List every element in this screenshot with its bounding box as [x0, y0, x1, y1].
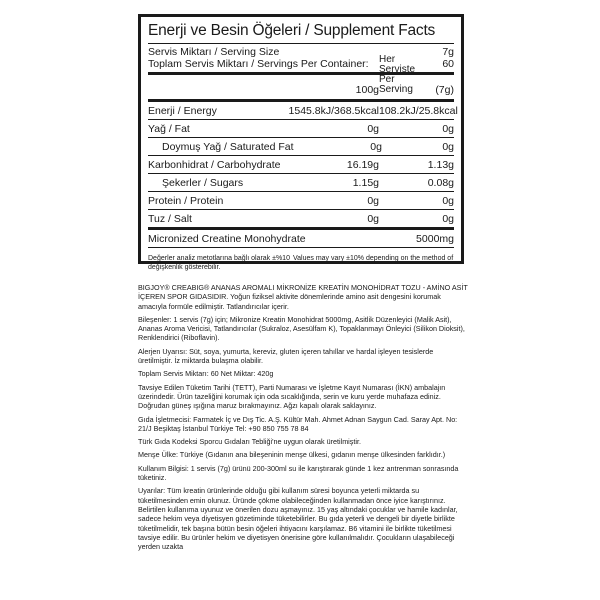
facts-notes: [148, 254, 454, 272]
nutrient-label: Yağ / Fat: [148, 123, 190, 135]
column-serving-line1: Her Serviste: [379, 54, 416, 75]
nutrient-label: Doymuş Yağ / Saturated Fat: [162, 141, 294, 153]
serving-size-label: Servis Miktarı / Serving Size: [148, 46, 280, 58]
usage-info: Kullanım Bilgisi: 1 servis (7g) ürünü 200-300ml su ile karıştırarak günde 1 kez antrenman sonrasında tüketiniz.: [138, 463, 459, 483]
facts-title: Enerji ve Besin Öğeleri / Supplement Facts: [148, 22, 436, 39]
nutrient-value-100g: 0g: [367, 195, 379, 207]
nutrient-label: Protein / Protein: [148, 195, 224, 207]
net-quantity: Toplam Servis Miktarı: 60 Net Miktar: 420g: [138, 369, 274, 379]
nutrient-row-energy: [148, 102, 458, 119]
divider: [148, 247, 454, 248]
creatine-label: Micronized Creatine Monohydrate: [148, 233, 306, 245]
nutrient-value-100g: 1.15g: [352, 177, 379, 189]
nutrient-row-protein: [148, 192, 454, 209]
nutrient-value-serving: 0g: [442, 195, 454, 207]
codex-compliance: Türk Gıda Kodeksi Sporcu Gıdaları Tebliği'ne uygun olarak üretilmiştir.: [138, 437, 361, 447]
nutrient-value-100g: 16.19g: [346, 159, 379, 171]
storage-info: Tavsiye Edilen Tüketim Tarihi (TETT), Parti Numarası ve İşletme Kayıt Numarası (İKN) ambalajın üzerindedir. Ürün tazeliğini korumak için oda sıcaklığında, serin ve kuru yerde muhafaza ediniz. Doğrudan güneş ışığına maruz bırakmayınız. Ağzı kapalı olarak saklayınız.: [138, 382, 446, 411]
creatine-row: [148, 230, 454, 247]
column-serving-line2: Per Serving: [379, 74, 413, 95]
nutrient-row-fat: [148, 120, 454, 137]
nutrient-value-serving: 0g: [442, 213, 454, 225]
servings-label: Toplam Servis Miktarı / Servings Per Container:: [148, 58, 369, 70]
nutrient-label: Karbonhidrat / Carbohydrate: [148, 159, 281, 171]
nutrient-value-100g: 0g: [370, 141, 382, 153]
nutrient-value-serving: 0g: [442, 123, 454, 135]
column-100g: 100g: [355, 84, 379, 96]
country-of-origin: Menşe Ülke: Türkiye (Gıdanın ana bileşeninin menşe ülkesi, gıdanın menşe ülkesinden farklıdır.): [138, 450, 446, 460]
column-per-serving: [379, 55, 454, 95]
nutrient-value-serving: 1.13g: [427, 159, 454, 171]
nutrient-row-carbohydrate: [148, 156, 454, 173]
divider: [148, 43, 454, 44]
note-english: Values may vary ±10% depending on the method of: [293, 255, 454, 262]
warnings: Uyarılar: Tüm kreatin ürünlerinde olduğu gibi kullanım süresi boyunca yeterli miktarda su tüketilmesinden emin olunuz. Üründe çökme olabileceğinden kullanmadan önce iyice karıştırınız. Belirtilen kullanıma uyunuz ve önerilen dozu aşmayınız. 15 yaş altındaki çocuklar ve hamile kadınlar, sadece hekim veya diyetisyen gözetiminde tüketebilirler. Bu gıda yeterli ve dengeli bir diyetle birlikte tüketilmelidir, tek başına bütün besin öğeleri ihtiyacını karşılamaz. B6 vitamini ile birlikte tüketilmesi tavsiye edilir. Bu ürünler hekim ve diyetisyen önerisine göre kullanılmalıdır. Çocukların ulaşabileceği yerden uzakta: [138, 486, 458, 552]
nutrient-row-salt: [148, 210, 454, 227]
label-body-text: [138, 283, 468, 555]
serving-size-value: 7g: [442, 46, 454, 58]
nutrient-value-100g: 1545.8kJ/368.5kcal: [288, 105, 379, 117]
nutrient-value-serving: 0g: [442, 141, 454, 153]
nutrient-row-sugars: [148, 174, 454, 191]
nutrient-row-saturated-fat: [148, 138, 454, 155]
nutrient-value-serving: 108.2kJ/25.8kcal: [379, 105, 458, 117]
nutrient-label: Tuz / Salt: [148, 213, 192, 225]
nutrient-value-serving: 0.08g: [427, 177, 454, 189]
food-operator: Gıda İşletmecisi: Farmatek İç ve Dış Tic. A.Ş. Kültür Mah. Ahmet Adnan Saygun Cad. Saray Apt. No: 21/J Beşiktaş İstanbul Türkiye Tel: +90 850 755 78 84: [138, 414, 458, 433]
nutrient-value-100g: 0g: [367, 213, 379, 225]
supplement-facts-panel: [138, 14, 464, 271]
servings-value: 60: [442, 58, 454, 70]
nutrient-label: Enerji / Energy: [148, 105, 217, 117]
creatine-value: 5000mg: [416, 233, 454, 245]
ingredients: Bileşenler: 1 servis (7g) için; Mikronize Kreatin Monohidrat 5000mg, Asitlik Düzenleyici (Malik Asit), Ananas Aroma Vericisi, Tatlandırıcılar (Sukraloz, Asesülfam K), Topaklanmayı Önleyici (Silikon Dioksit), Renklendirici (Riboflavin).: [138, 314, 465, 343]
column-serving-unit: (7g): [435, 84, 454, 96]
product-description: BIGJOY® CREABIG® ANANAS AROMALI MİKRONİZE KREATİN MONOHİDRAT TOZU - AMİNO ASİT İÇEREN SPOR GIDASIDIR. Yoğun fiziksel aktivite dönemlerinde amino asit dengesini korumak amacıyla formüle edilmiştir. Tatlandırıcılar içerir.: [138, 283, 468, 311]
nutrient-label: Şekerler / Sugars: [162, 177, 244, 189]
note-turkish: Değerler analiz metotlarına bağlı olarak ±%10 değişkenlik gösterebilir.: [148, 255, 290, 271]
nutrient-value-100g: 0g: [367, 123, 379, 135]
allergen-warning: Alerjen Uyarısı: Süt, soya, yumurta, kereviz, gluten içeren tahıllar ve hardal işleyen tesislerde üretilmiştir. İz miktarda bulaşma olabilir.: [138, 346, 434, 366]
